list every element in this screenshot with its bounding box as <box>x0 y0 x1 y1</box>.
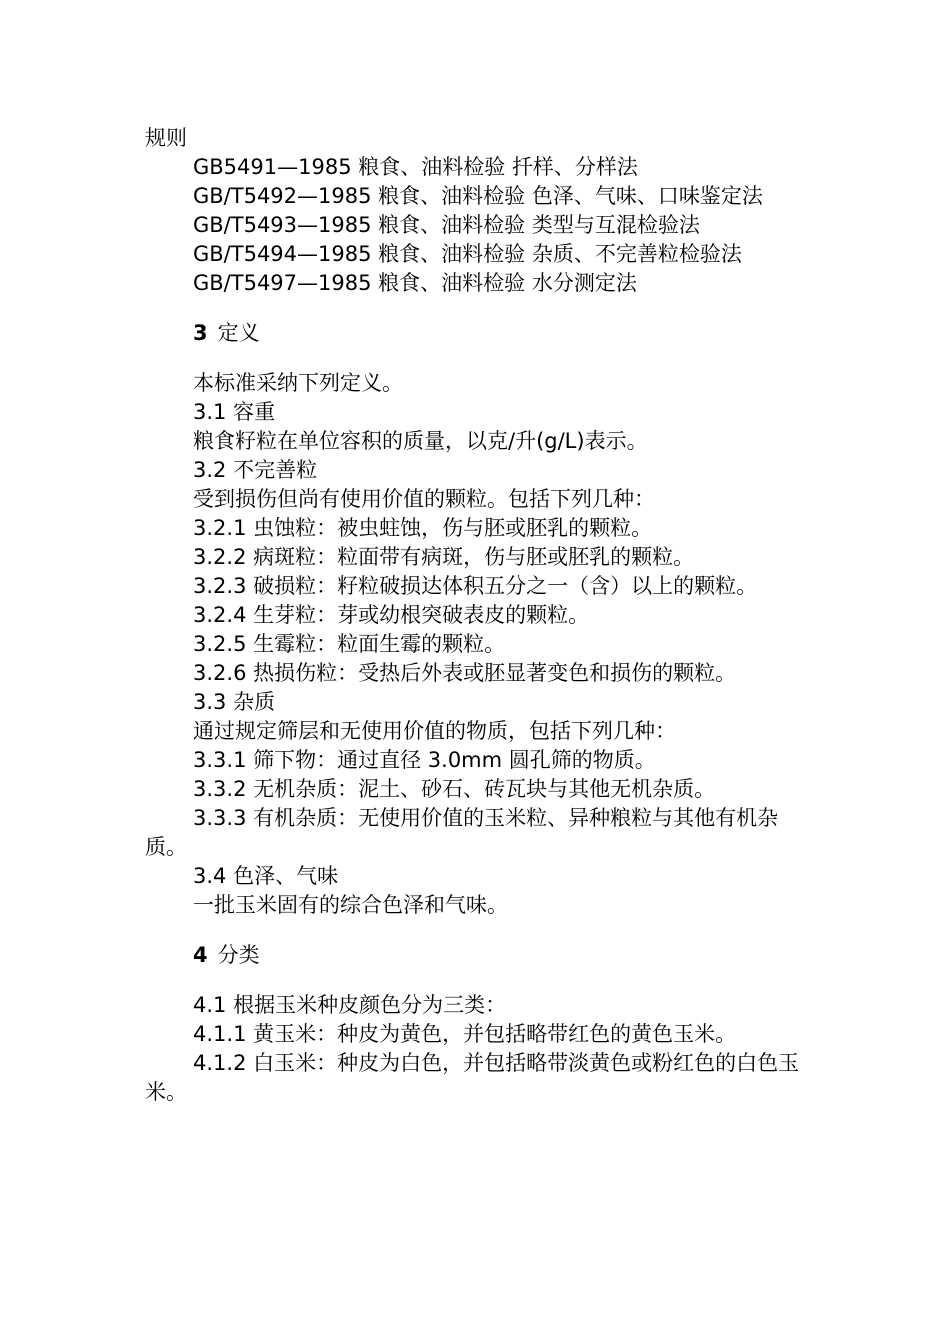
standard-reference: GB/T5497—1985 粮食、油料检验 水分测定法 <box>193 271 637 295</box>
section-heading-3 <box>145 319 805 348</box>
definition-item: 3.2.5 生霉粒：粒面生霉的颗粒。 <box>193 632 506 656</box>
section-title: 定义 <box>217 321 260 345</box>
paragraph: 受到损伤但尚有使用价值的颗粒。包括下列几种： <box>193 487 655 511</box>
section-heading-4 <box>145 941 805 970</box>
definition-item: 3.2.3 破损粒：籽粒破损达体积五分之一（含）以上的颗粒。 <box>193 574 758 598</box>
subsection-title: 3.2 不完善粒 <box>193 458 318 482</box>
subsection-title: 4.1 根据玉米种皮颜色分为三类： <box>193 993 507 1017</box>
section-title: 分类 <box>217 943 260 967</box>
definition-item: 3.2.2 病斑粒：粒面带有病斑，伤与胚或胚乳的颗粒。 <box>193 545 695 569</box>
definition-item: 4.1.1 黄玉米：种皮为黄色，并包括略带红色的黄色玉米。 <box>193 1022 737 1046</box>
definition-item: 3.2.4 生芽粒：芽或幼根突破表皮的颗粒。 <box>193 603 590 627</box>
definition-item: 4.1.2 白玉米：种皮为白色，并包括略带淡黄色或粉红色的白色玉米。 <box>145 1051 800 1104</box>
standard-reference: GB/T5493—1985 粮食、油料检验 类型与互混检验法 <box>193 213 700 237</box>
section-number: 4 <box>193 943 208 967</box>
paragraph: 本标准采纳下列定义。 <box>193 371 403 395</box>
definition-item: 3.3.3 有机杂质：无使用价值的玉米粒、异种粮粒与其他有机杂质。 <box>145 806 779 859</box>
standard-reference: GB/T5494—1985 粮食、油料检验 杂质、不完善粒检验法 <box>193 242 742 266</box>
standard-reference: GB/T5492—1985 粮食、油料检验 色泽、气味、口味鉴定法 <box>193 184 763 208</box>
paragraph: 通过规定筛层和无使用价值的物质，包括下列几种： <box>193 719 676 743</box>
subsection-title: 3.3 杂质 <box>193 690 276 714</box>
paragraph: 一批玉米固有的综合色泽和气味。 <box>193 893 508 917</box>
document-page <box>145 124 805 1107</box>
paragraph: 粮食籽粒在单位容积的质量，以克/升(g/L)表示。 <box>193 429 648 453</box>
definition-item: 3.2.6 热损伤粒：受热后外表或胚显著变色和损伤的颗粒。 <box>193 661 737 685</box>
subsection-title: 3.4 色泽、气味 <box>193 864 339 888</box>
standard-reference: GB5491—1985 粮食、油料检验 扦样、分样法 <box>193 155 638 179</box>
subsection-title: 3.1 容重 <box>193 400 276 424</box>
section-number: 3 <box>193 321 208 345</box>
definition-item: 3.3.1 筛下物：通过直径 3.0mm 圆孔筛的物质。 <box>193 748 656 772</box>
definition-item: 3.3.2 无机杂质：泥土、砂石、砖瓦块与其他无机杂质。 <box>193 777 716 801</box>
text-line: 规则 <box>145 126 187 150</box>
definition-item: 3.2.1 虫蚀粒：被虫蛀蚀，伤与胚或胚乳的颗粒。 <box>193 516 653 540</box>
